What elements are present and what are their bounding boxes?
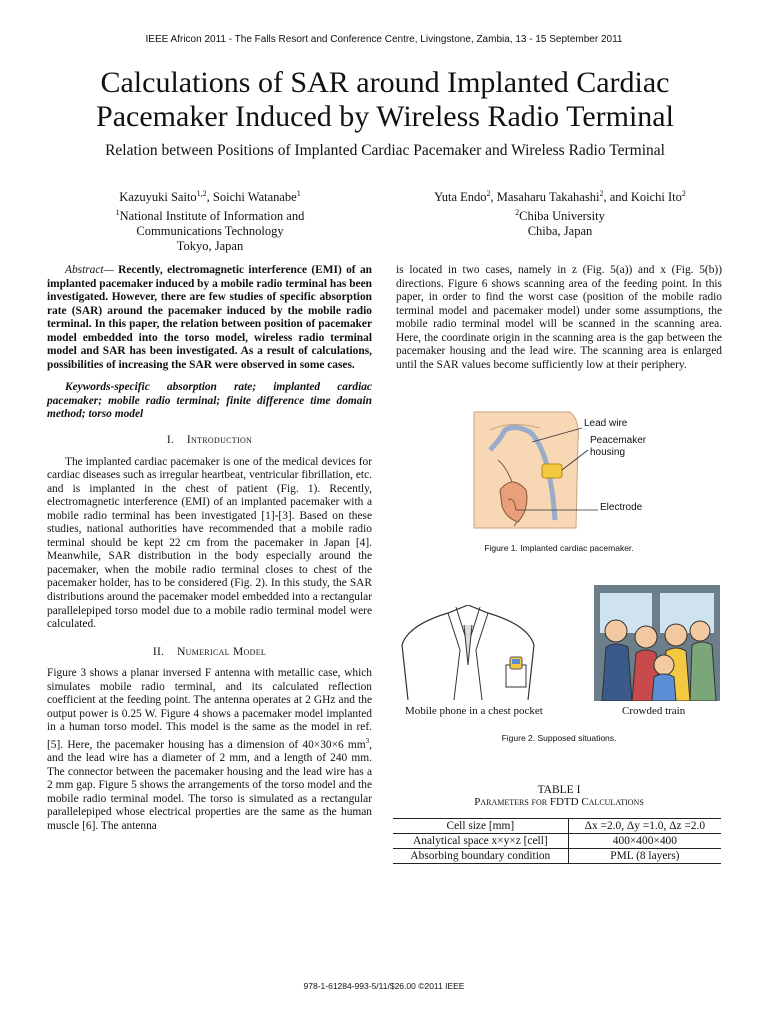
label-chest-pocket: Mobile phone in a chest pocket bbox=[405, 705, 543, 717]
right-paragraph: is located in two cases, namely in z (Fig. 5(a)) and x (Fig. 5(b)) directions. Figure 6 shows scanning area of the feeding point. In this paper, in order to find the worst case (position of the mobile radio terminal model and pacemaker model) under some assumptions, the mobile radio terminal model will be scanned in the scanning area. Here, the coordinate origin in the scanning area is the gap between the pacemaker housing and the lead wire. The scanning area is enlarged until the SAR values become sufficiently low at their periphery. bbox=[396, 264, 722, 371]
abstract bbox=[47, 264, 372, 372]
author-name: , Masaharu Takahashi bbox=[490, 190, 600, 205]
label-housing bbox=[590, 435, 646, 459]
copyright-footer: 978-1-61284-993-5/11/$26.00 ©2011 IEEE bbox=[303, 981, 465, 991]
figure-2 bbox=[398, 585, 718, 695]
author-sup: 2 bbox=[599, 189, 604, 198]
table-cell-value: PML (8 layers) bbox=[568, 849, 721, 864]
aff-line: Communications Technology bbox=[136, 224, 284, 239]
abstract-dash: — bbox=[103, 264, 114, 276]
author-names-right bbox=[395, 186, 725, 205]
aff-city: Chiba, Japan bbox=[527, 224, 593, 239]
table-cell-param: Absorbing boundary condition bbox=[393, 849, 568, 864]
model-sup: 3 bbox=[365, 736, 370, 745]
crowded-train-illustration bbox=[594, 585, 720, 701]
figure-1 bbox=[470, 410, 670, 530]
author-name: Yuta Endo bbox=[434, 190, 487, 205]
model-text-b: , and the lead wire has a diameter of 2 mm, and a length of 240 mm. The connector between the pacemaker housing and the lead wire has a 2 mm gap. Figure 5 shows the arrangements of the torso model and the mobile radio terminal model. The torso is simulated as a rectangular parallelepiped whose electrical properties are the same as the human muscle [6]. The antenna bbox=[47, 738, 372, 833]
section-title: Numerical Model bbox=[177, 645, 267, 658]
model-text-a: Figure 3 shows a planar inversed F antenna with metallic case, which simulates mobile radio terminal, and its calculated reflection coefficient at the feeding point. The antenna operates at 2 GHz and the output power is 0.25 W. Figure 4 shows a pacemaker model implanted in a human torso model. This model is the same as the model in ref. [5]. Here, the pacemaker housing has a dimension of 40×30×6 mm bbox=[47, 667, 372, 751]
table-cell-param: Analytical space x×y×z [cell] bbox=[393, 834, 568, 849]
author-sup: 2 bbox=[486, 189, 491, 198]
section-number: I. bbox=[166, 434, 175, 447]
table-cell-param: Cell size [mm] bbox=[393, 819, 568, 834]
table-row bbox=[393, 849, 721, 864]
intro-paragraph: The implanted cardiac pacemaker is one of the medical devices for cardiac diseases such as irregular heartbeat, ventricular fibrillation, etc. and is implanted in the chest of patient (Fig. 1). Recently, electromagnetic interference (EMI) of an implanted pacemaker with a mobile radio terminal has been investigated [1]-[3]. Based on these studies, national authorities have recommended that a mobile radio terminal should be kept 22 cm from the pacemaker in Japan [4]. Meanwhile, SAR distribution in the body especially around the pacemaker, when the mobile radio terminal closes to chest of the pacemaker holder, has to be considered (Fig. 2). In this study, the SAR distributions around the pacemaker model embedded into a rectangular parallelepiped torso model due to a mobile radio terminal model were calculated. bbox=[47, 455, 372, 631]
author-name: , Soichi Watanabe bbox=[206, 190, 297, 205]
parameters-table bbox=[393, 818, 721, 864]
aff-sup: 2 bbox=[515, 208, 520, 218]
section-heading-1 bbox=[47, 434, 372, 448]
conference-header: IEEE Africon 2011 - The Falls Resort and Conference Centre, Livingstone, Zambia, 13 - 15 September 2011 bbox=[145, 34, 623, 45]
model-paragraph bbox=[47, 667, 372, 833]
abstract-text: Recently, electromagnetic interference (EMI) of an implanted pacemaker induced by a mobile radio terminal has been investigated. However, there are few studies of specific absorption rate (SAR) around the pacemaker induced by the mobile radio terminal. In this paper, the relation between position of pacemaker model embedded into the torso model, wireless radio terminal model and SAR has been investigated. As a result of calculations, possibilities of increasing the SAR were observed in some cases. bbox=[47, 264, 372, 371]
author-names-left bbox=[60, 186, 360, 205]
aff-city: Tokyo, Japan bbox=[176, 239, 244, 254]
table-title: Parameters for FDTD Calculations bbox=[474, 796, 644, 808]
author-sup: 1,2 bbox=[196, 189, 207, 198]
author-sup: 1 bbox=[296, 189, 301, 198]
aff-line: Chiba University bbox=[519, 209, 605, 224]
title-line-2: Pacemaker Induced by Wireless Radio Terminal bbox=[96, 100, 674, 133]
author-name: Kazuyuki Saito bbox=[119, 190, 197, 205]
author-name: , and Koichi Ito bbox=[603, 190, 682, 205]
label-housing-line1: Peacemaker bbox=[590, 435, 647, 446]
chest-pocket-illustration bbox=[398, 605, 538, 700]
label-housing-line2: housing bbox=[590, 447, 626, 458]
table-row bbox=[393, 819, 721, 834]
figure-2-caption: Figure 2. Supposed situations. bbox=[501, 733, 617, 743]
aff-sup: 1 bbox=[115, 208, 120, 218]
author-sup: 2 bbox=[681, 189, 686, 198]
figure-1-caption: Figure 1. Implanted cardiac pacemaker. bbox=[484, 543, 634, 553]
section-heading-2 bbox=[47, 646, 372, 660]
paper-subtitle: Relation between Positions of Implanted Cardiac Pacemaker and Wireless Radio Terminal bbox=[105, 142, 665, 159]
table-1-heading bbox=[396, 784, 722, 808]
table-number: TABLE I bbox=[537, 784, 581, 796]
table-row bbox=[393, 834, 721, 849]
section-number: II. bbox=[152, 645, 165, 658]
section-title: Introduction bbox=[186, 434, 253, 447]
authors-right bbox=[395, 186, 725, 239]
label-electrode: Electrode bbox=[600, 502, 643, 513]
label-crowded-train: Crowded train bbox=[622, 705, 686, 717]
authors-left bbox=[60, 186, 360, 254]
table-cell-value: 400×400×400 bbox=[568, 834, 721, 849]
right-column-text bbox=[396, 264, 722, 372]
title-line-1: Calculations of SAR around Implanted Cardiac bbox=[100, 66, 670, 99]
left-column bbox=[47, 264, 372, 834]
affiliation bbox=[395, 205, 725, 224]
keywords: Keywords-specific absorption rate; implanted cardiac pacemaker; mobile radio terminal; finite difference time domain method; torso model bbox=[47, 381, 372, 421]
label-lead-wire: Lead wire bbox=[584, 418, 628, 429]
affiliation bbox=[60, 205, 360, 224]
table-cell-value: Δx =2.0, Δy =1.0, Δz =2.0 bbox=[568, 819, 721, 834]
aff-line: National Institute of Information and bbox=[119, 209, 305, 224]
paper-title bbox=[40, 66, 730, 134]
abstract-label: Abstract bbox=[65, 264, 104, 276]
